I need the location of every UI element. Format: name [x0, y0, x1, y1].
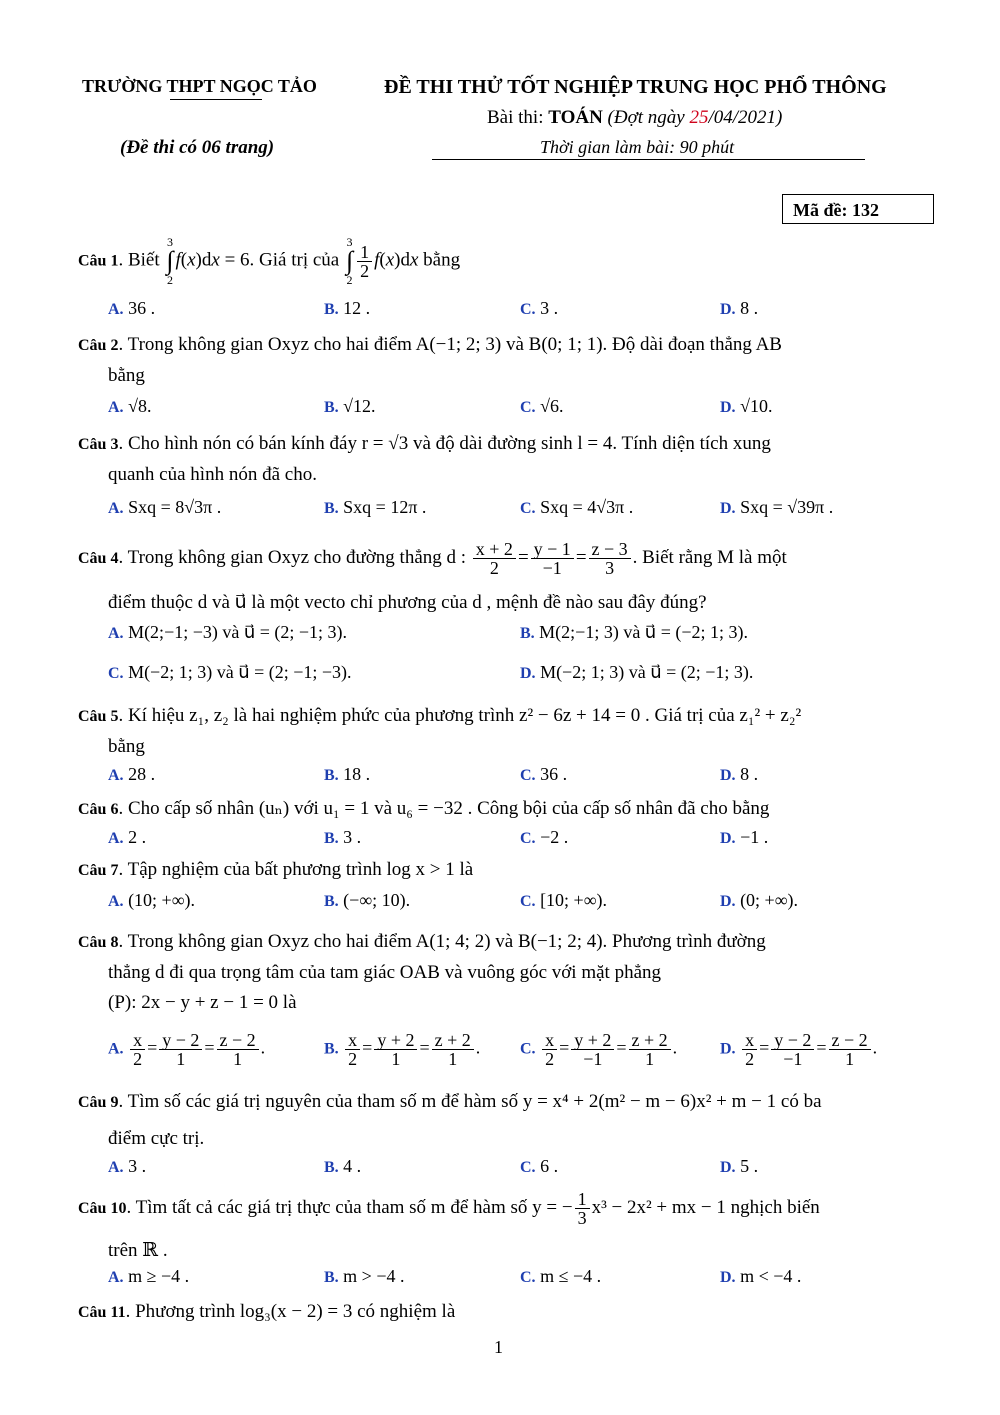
- options-q3: A. Sxq = 8√3π . B. Sxq = 12π . C. Sxq = 4√3π . D. Sxq = √39π .: [108, 497, 834, 517]
- question-5: Câu 5. Kí hiệu z₁, z₂ là hai nghiệm phức của phương trình z² − 6z + 14 = 0 . Giá trị của z₁² + z₂² bằng: [78, 705, 802, 757]
- question-9-line2: điểm cực trị.: [108, 1128, 205, 1149]
- pages-note: (Đề thi có 06 trang): [120, 137, 275, 158]
- question-9: Câu 9. Tìm số các giá trị nguyên của tham số m để hàm số y = x⁴ + 2(m² − m − 6)x² + m − 1 có ba: [78, 1091, 822, 1112]
- options-q4-row2: C. M(−2; 1; 3) và u⃗ = (2; −1; −3). D. M(−2; 1; 3) và u⃗ = (2; −1; 3).: [108, 662, 754, 682]
- question-4-line2: điểm thuộc d và u⃗ là một vecto chỉ phương của d , mệnh đề nào sau đây đúng?: [108, 592, 707, 613]
- options-q7: A. (10; +∞). B. (−∞; 10). C. [10; +∞). D. (0; +∞).: [108, 890, 799, 910]
- school-name: TRƯỜNG THPT NGỌC TẢO: [82, 76, 317, 96]
- exam-time: Thời gian làm bài: 90 phút: [540, 137, 735, 157]
- options-q2: A. √8. B. √12. C. √6. D. √10.: [108, 396, 773, 416]
- page-number: 1: [494, 1337, 503, 1357]
- options-q8: A. $\frac{x}{2}$ = $\frac{y - 2}{1}$ = $\frac{z - 2}{1}$ . B. $\frac{x}{2}$ = $\frac{y + 2}{1}$ = $\frac{z + 2}{1}$ . C. $\frac{x}{2}$ = $\frac{y + 2}{-1}$ = $\frac{z + 2}{1}$ . D. $\frac{x}{2}$ = $\frac{y - 2}{-1}$ = $\frac{z - 2}{1}$ .: [108, 1030, 878, 1069]
- question-11: Câu 11. Phương trình log₃(x − 2) = 3 có nghiệm là: [78, 1301, 456, 1322]
- options-q6: A. 2 . B. 3 . C. −2 . D. −1 .: [108, 827, 769, 847]
- exam-title: ĐỀ THI THỬ TỐT NGHIỆP TRUNG HỌC PHỔ THÔNG: [384, 76, 887, 98]
- question-1: Câu 1. Biết 3 ∫ 2f(x)dx = 6. Giá trị của 3 ∫ 2 $\frac{1}{2}$ f(x)dx bằng: [78, 235, 461, 287]
- exam-subject: TOÁN: [548, 107, 603, 128]
- options-q4-row1: A. M(2;−1; −3) và u⃗ = (2; −1; 3). B. M(2;−1; 3) và u⃗ = (−2; 1; 3).: [108, 622, 749, 642]
- exam-round-day: 25: [689, 107, 709, 128]
- school-underline: [170, 99, 262, 100]
- question-10-line2: trên ℝ .: [108, 1240, 168, 1261]
- question-7: Câu 7. Tập nghiệm của bất phương trình log x > 1 là: [78, 859, 474, 880]
- options-q10: A. m ≥ −4 . B. m > −4 . C. m ≤ −4 . D. m < −4 .: [108, 1266, 802, 1286]
- question-10: Câu 10. Tìm tất cả các giá trị thực của tham số m để hàm số y = − $\frac{1}{3}$ x³ − 2x² + mx − 1 nghịch biến: [78, 1189, 820, 1228]
- options-q9: A. 3 . B. 4 . C. 6 . D. 5 .: [108, 1156, 759, 1176]
- question-8: Câu 8. Trong không gian Oxyz cho hai điểm A(1; 4; 2) và B(−1; 2; 4). Phương trình đường thẳng d đi qua trọng tâm của tam giác OAB và vuông góc với mặt phẳng (P): 2x − y + z − 1 = 0 là: [78, 931, 766, 1013]
- question-3: Câu 3. Cho hình nón có bán kính đáy r = √3 và độ dài đường sinh l = 4. Tính diện tích xung quanh của hình nón đã cho.: [78, 433, 771, 485]
- options-q1: A. 36 . B. 12 . C. 3 . D. 8 .: [108, 298, 759, 318]
- question-2: Câu 2. Trong không gian Oxyz cho hai điểm A(−1; 2; 3) và B(0; 1; 1). Độ dài đoạn thẳng AB bằng: [78, 334, 782, 386]
- exam-code-box: Mã đề: 132: [782, 194, 934, 224]
- options-q5: A. 28 . B. 18 . C. 36 . D. 8 .: [108, 764, 759, 784]
- exam-subject-line: Bài thi: TOÁN (Đợt ngày 25/04/2021): [487, 107, 783, 128]
- question-4: Câu 4. Trong không gian Oxyz cho đường thẳng d : $\frac{x + 2}{2}$ = $\frac{y - 1}{-1}$ = $\frac{z - 3}{3}$ . Biết rằng M là một: [78, 539, 787, 578]
- question-6: Câu 6. Cho cấp số nhân (uₙ) với u₁ = 1 và u₆ = −32 . Công bội của cấp số nhân đã cho bằng: [78, 798, 770, 819]
- time-underline: [432, 159, 865, 160]
